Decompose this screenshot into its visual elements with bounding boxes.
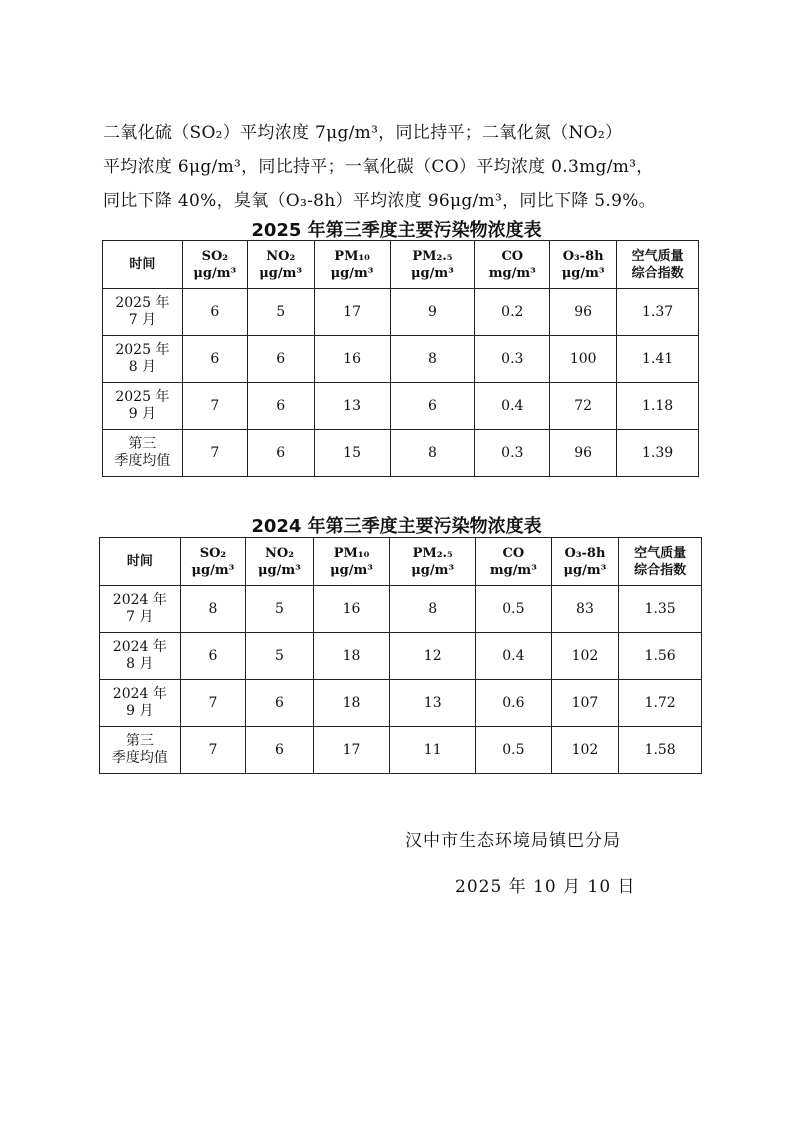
- value-cell: 6: [246, 727, 314, 774]
- table-row: [103, 336, 699, 383]
- header-text: mg/m³: [489, 562, 537, 578]
- time-cell: [103, 383, 183, 430]
- value-cell: 0.5: [476, 586, 552, 633]
- header-text: μg/m³: [330, 265, 374, 281]
- header-text: μg/m³: [411, 562, 455, 578]
- value-cell: 1.37: [617, 289, 699, 336]
- time-text: 8 月: [126, 656, 154, 672]
- header-text: 空气质量: [631, 248, 684, 264]
- column-header: [550, 241, 617, 289]
- header-text: μg/m³: [330, 562, 373, 578]
- time-text: 季度均值: [114, 453, 171, 469]
- header-text: 空气质量: [634, 545, 687, 561]
- column-header: [180, 538, 246, 586]
- column-header: [314, 241, 390, 289]
- time-text: 9 月: [128, 406, 157, 422]
- time-text: 7 月: [128, 312, 157, 328]
- value-cell: 0.2: [475, 289, 550, 336]
- value-cell: 5: [246, 586, 314, 633]
- column-header: [475, 241, 550, 289]
- column-header: [246, 538, 314, 586]
- column-header: [617, 241, 699, 289]
- value-cell: 18: [313, 680, 390, 727]
- value-cell: 7: [182, 430, 247, 477]
- time-cell: [100, 586, 181, 633]
- header-text: mg/m³: [488, 265, 536, 281]
- value-cell: 72: [550, 383, 617, 430]
- value-cell: 6: [247, 383, 314, 430]
- value-cell: 16: [313, 586, 390, 633]
- value-cell: 0.4: [476, 633, 552, 680]
- time-text: 第三: [128, 436, 157, 452]
- header-text: O₃-8h: [564, 545, 606, 561]
- table-row: [100, 680, 702, 727]
- value-cell: 6: [247, 430, 314, 477]
- column-header: [100, 538, 181, 586]
- header-text: PM₂.₅: [412, 248, 453, 264]
- value-cell: 6: [390, 383, 475, 430]
- value-cell: 7: [180, 727, 246, 774]
- column-header: [390, 538, 476, 586]
- time-cell: [103, 430, 183, 477]
- time-text: 第三: [125, 733, 154, 749]
- value-cell: 0.3: [475, 430, 550, 477]
- time-cell: [100, 680, 181, 727]
- time-text: 2025 年: [115, 389, 170, 405]
- header-row: [103, 241, 699, 289]
- value-cell: 9: [390, 289, 475, 336]
- table-2025: [102, 240, 699, 477]
- time-text: 2025 年: [115, 342, 170, 358]
- column-header: [313, 538, 390, 586]
- header-text: 时间: [126, 554, 153, 569]
- time-text: 9 月: [126, 703, 154, 719]
- value-cell: 1.72: [619, 680, 702, 727]
- header-text: SO₂: [201, 248, 228, 264]
- header-text: μg/m³: [411, 265, 454, 281]
- header-text: PM₁₀: [334, 248, 370, 264]
- value-cell: 16: [314, 336, 390, 383]
- header-text: PM₁₀: [333, 545, 370, 561]
- header-text: CO: [501, 248, 524, 264]
- value-cell: 1.39: [617, 430, 699, 477]
- time-text: 2024 年: [112, 592, 167, 608]
- value-cell: 0.4: [475, 383, 550, 430]
- value-cell: 12: [390, 633, 476, 680]
- header-text: μg/m³: [193, 265, 237, 281]
- time-text: 7 月: [126, 609, 154, 625]
- header-text: 综合指数: [631, 265, 684, 281]
- header-text: μg/m³: [259, 265, 303, 281]
- signature-org: 汉中市生态环境局镇巴分局: [405, 831, 621, 851]
- time-cell: [100, 633, 181, 680]
- column-header: [390, 241, 475, 289]
- value-cell: 1.18: [617, 383, 699, 430]
- header-text: NO₂: [265, 545, 294, 561]
- value-cell: 6: [182, 336, 247, 383]
- header-text: NO₂: [266, 248, 296, 264]
- value-cell: 7: [180, 680, 246, 727]
- table-2025-title: 2025 年第三季度主要污染物浓度表: [251, 220, 542, 241]
- header-text: O₃-8h: [562, 248, 604, 264]
- value-cell: 8: [390, 336, 475, 383]
- table-row: [100, 586, 702, 633]
- paragraph-line: 平均浓度 6μg/m³，同比持平；一氧化碳（CO）平均浓度 0.3mg/m³，: [103, 157, 654, 177]
- value-cell: 6: [182, 289, 247, 336]
- value-cell: 1.56: [619, 633, 702, 680]
- value-cell: 5: [246, 633, 314, 680]
- value-cell: 13: [390, 680, 476, 727]
- value-cell: 11: [390, 727, 476, 774]
- time-cell: [103, 336, 183, 383]
- time-text: 2024 年: [112, 639, 167, 655]
- time-text: 季度均值: [111, 750, 168, 766]
- table-row: [100, 633, 702, 680]
- value-cell: 0.3: [475, 336, 550, 383]
- value-cell: 17: [314, 289, 390, 336]
- table-row: [103, 383, 699, 430]
- value-cell: 96: [550, 430, 617, 477]
- value-cell: 1.35: [619, 586, 702, 633]
- value-cell: 17: [313, 727, 390, 774]
- table-row: [100, 727, 702, 774]
- value-cell: 1.58: [619, 727, 702, 774]
- header-row: [100, 538, 702, 586]
- summary-paragraph: [103, 116, 703, 218]
- table-2024: [99, 537, 702, 774]
- value-cell: 1.41: [617, 336, 699, 383]
- column-header: [476, 538, 552, 586]
- value-cell: 13: [314, 383, 390, 430]
- value-cell: 6: [247, 336, 314, 383]
- value-cell: 7: [182, 383, 247, 430]
- header-text: μg/m³: [191, 562, 235, 578]
- time-cell: [100, 727, 181, 774]
- time-text: 2024 年: [112, 686, 167, 702]
- value-cell: 100: [550, 336, 617, 383]
- value-cell: 102: [551, 727, 619, 774]
- header-text: CO: [502, 545, 525, 561]
- value-cell: 0.6: [476, 680, 552, 727]
- value-cell: 15: [314, 430, 390, 477]
- header-text: SO₂: [199, 545, 227, 561]
- column-header: [103, 241, 183, 289]
- column-header: [551, 538, 619, 586]
- header-text: PM₂.₅: [412, 545, 453, 561]
- column-header: [182, 241, 247, 289]
- column-header: [619, 538, 702, 586]
- value-cell: 8: [180, 586, 246, 633]
- paragraph-line: 二氧化硫（SO₂）平均浓度 7μg/m³，同比持平；二氧化氮（NO₂）: [103, 123, 623, 143]
- value-cell: 0.5: [476, 727, 552, 774]
- table-2024-title: 2024 年第三季度主要污染物浓度表: [251, 516, 542, 537]
- header-text: 时间: [129, 257, 156, 272]
- value-cell: 83: [551, 586, 619, 633]
- value-cell: 6: [246, 680, 314, 727]
- value-cell: 96: [550, 289, 617, 336]
- time-cell: [103, 289, 183, 336]
- header-text: μg/m³: [561, 265, 605, 281]
- value-cell: 107: [551, 680, 619, 727]
- value-cell: 8: [390, 430, 475, 477]
- time-text: 8 月: [128, 359, 157, 375]
- header-text: μg/m³: [258, 562, 301, 578]
- column-header: [247, 241, 314, 289]
- time-text: 2025 年: [115, 295, 170, 311]
- value-cell: 6: [180, 633, 246, 680]
- header-text: μg/m³: [563, 562, 607, 578]
- paragraph-line: 同比下降 40%，臭氧（O₃-8h）平均浓度 96μg/m³，同比下降 5.9%。: [103, 191, 656, 211]
- table-row: [103, 430, 699, 477]
- table-row: [103, 289, 699, 336]
- value-cell: 5: [247, 289, 314, 336]
- value-cell: 102: [551, 633, 619, 680]
- header-text: 综合指数: [634, 562, 687, 578]
- signature-date: 2025 年 10 月 10 日: [455, 877, 636, 897]
- value-cell: 18: [313, 633, 390, 680]
- value-cell: 8: [390, 586, 476, 633]
